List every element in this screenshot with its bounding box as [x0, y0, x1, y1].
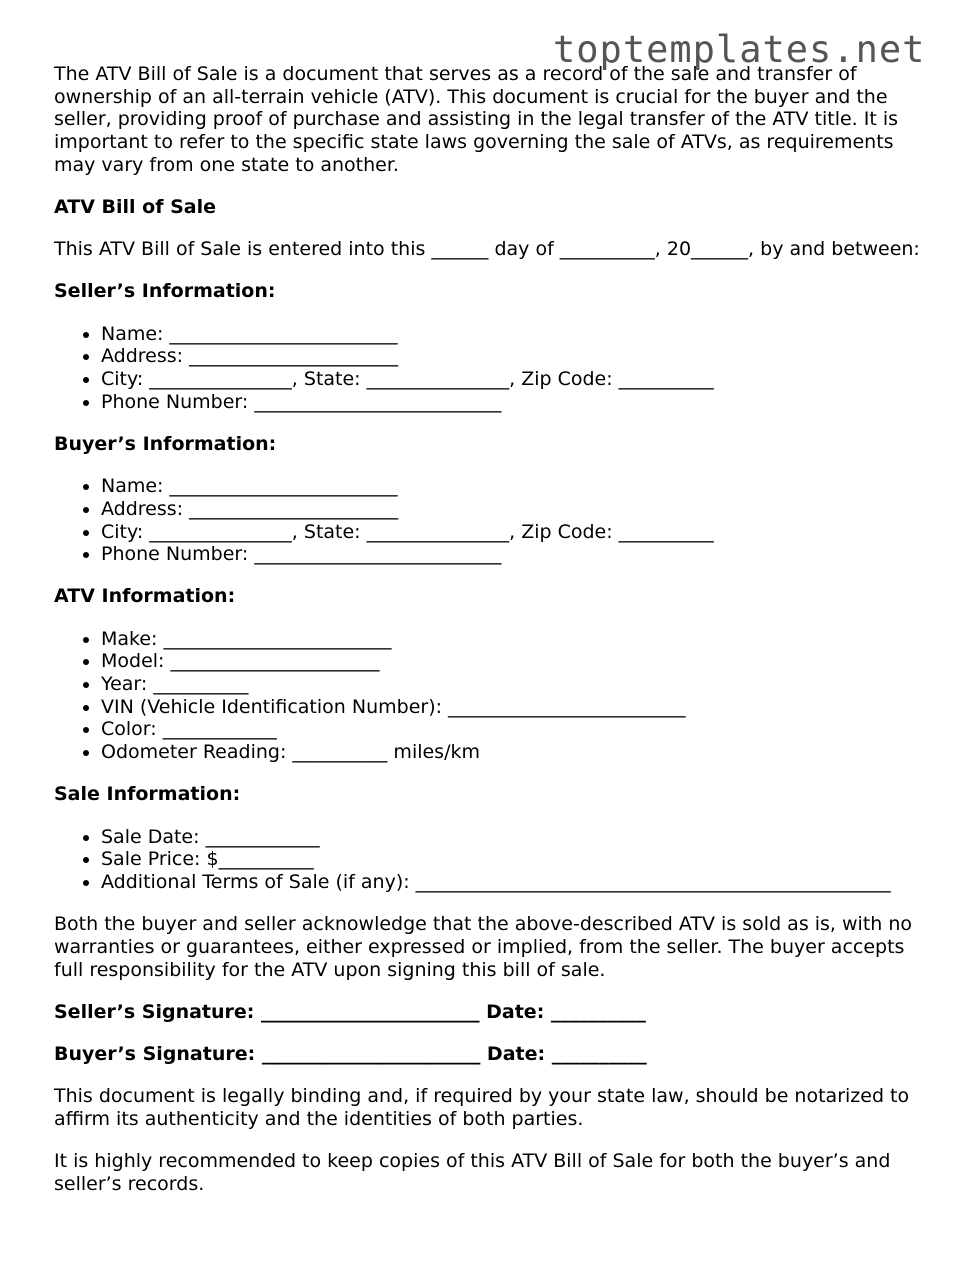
acknowledgment-paragraph: Both the buyer and seller acknowledge that the above-described ATV is sold as is, with no warranties or guarantees, either expressed or implied, from the seller. The buyer accepts full responsibility for the ATV upon signing this bill of sale. — [54, 913, 913, 981]
atv-heading: ATV Information: — [54, 585, 236, 608]
atv-info-list — [54, 628, 934, 764]
notarize-paragraph: This document is legally binding and, if required by your state law, should be notarized to affirm its authenticity and the identities of both parties. — [54, 1085, 910, 1130]
buyer-phone-field: • Phone Number: __________________________ — [101, 543, 934, 566]
atv-vin-field: • VIN (Vehicle Identification Number): _________________________ — [101, 696, 934, 719]
atv-year-field: • Year: __________ — [101, 673, 934, 696]
sale-date-field: • Sale Date: ____________ — [101, 826, 934, 849]
seller-city-field: • City: _______________, State: _______________, Zip Code: __________ — [101, 368, 934, 391]
buyer-city-field: • City: _______________, State: _______________, Zip Code: __________ — [101, 521, 934, 544]
seller-address-field: • Address: ______________________ — [101, 345, 934, 368]
seller-phone-field: • Phone Number: __________________________ — [101, 391, 934, 414]
buyer-signature-line: Buyer’s Signature: _______________________ Date: __________ — [54, 1043, 647, 1065]
buyer-name-field: • Name: ________________________ — [101, 475, 934, 498]
atv-odometer-field: • Odometer Reading: __________ miles/km — [101, 741, 934, 764]
document-body — [54, 63, 934, 1215]
seller-signature-line: Seller’s Signature: _______________________ Date: __________ — [54, 1000, 646, 1023]
atv-color-field: • Color: ____________ — [101, 718, 934, 741]
seller-name-field: • Name: ________________________ — [101, 323, 934, 346]
seller-info-list — [54, 323, 934, 414]
buyer-heading: Buyer’s Information: — [54, 432, 277, 455]
watermark: toptemplates.net — [553, 28, 926, 71]
seller-heading: Seller’s Information: — [54, 280, 276, 303]
atv-make-field: • Make: ________________________ — [101, 628, 934, 651]
buyer-address-field: • Address: ______________________ — [101, 498, 934, 521]
copies-paragraph: It is highly recommended to keep copies of this ATV Bill of Sale for both the buyer’s and seller’s records. — [54, 1150, 891, 1195]
sale-heading: Sale Information: — [54, 783, 241, 806]
buyer-info-list — [54, 475, 934, 566]
atv-model-field: • Model: ______________________ — [101, 650, 934, 673]
sale-price-field: • Sale Price: $__________ — [101, 848, 934, 871]
intro-paragraph: The ATV Bill of Sale is a document that serves as a record of the sale and transfer of ownership of an all-terrain vehicle (ATV). This document is crucial for the buyer and the seller, providing proof of purchase and assisting in the legal transfer of the ATV title. It is important to refer to the specific state laws governing the sale of ATVs, as requirements may vary from one state to another. — [54, 63, 899, 176]
entered-into-line: This ATV Bill of Sale is entered into this ______ day of __________, 20______, by and between: — [54, 238, 920, 261]
sale-info-list — [54, 826, 934, 894]
document-title: ATV Bill of Sale — [54, 196, 216, 219]
sale-terms-field: • Additional Terms of Sale (if any): __________________________________________________ — [101, 871, 934, 894]
